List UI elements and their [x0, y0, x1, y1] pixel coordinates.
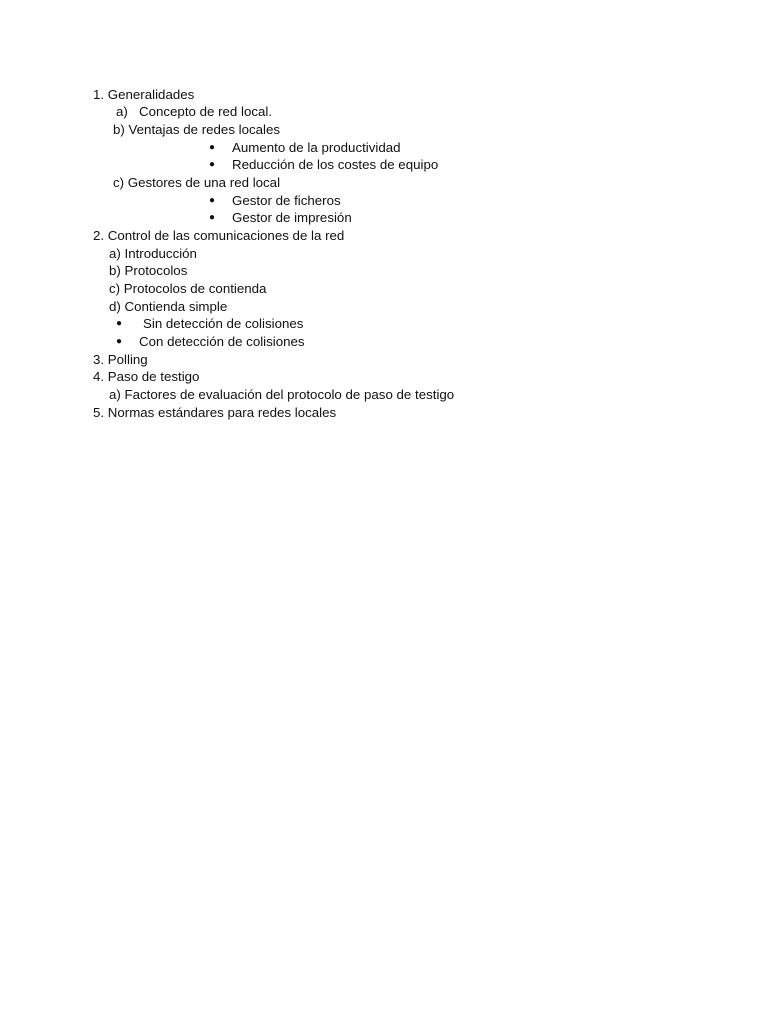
bullet-item-productividad: Aumento de la productividad	[232, 140, 401, 155]
bullet-item-impresion: Gestor de impresión	[232, 210, 352, 225]
bullet-icon: ●	[116, 318, 123, 329]
bullet-item-sin-deteccion: Sin detección de colisiones	[143, 316, 304, 331]
outline-subitem-introduccion: a) Introducción	[109, 246, 197, 261]
outline-item-paso-testigo: 4. Paso de testigo	[93, 369, 200, 384]
bullet-item-costes: Reducción de los costes de equipo	[232, 157, 439, 172]
bullet-icon: ●	[116, 336, 123, 347]
outline-subitem-marker: a)	[116, 104, 128, 119]
bullet-icon: ●	[209, 195, 216, 206]
outline-item-generalidades: 1. Generalidades	[93, 87, 195, 102]
outline-subitem-concepto: Concepto de red local.	[139, 104, 273, 119]
outline-subitem-factores: a) Factores de evaluación del protocolo de paso de testigo	[109, 387, 455, 402]
outline-item-polling: 3. Polling	[93, 352, 148, 367]
outline-subitem-contienda-simple: d) Contienda simple	[109, 299, 228, 314]
outline-item-normas: 5. Normas estándares para redes locales	[93, 405, 337, 420]
bullet-item-ficheros: Gestor de ficheros	[232, 193, 341, 208]
bullet-icon: ●	[209, 212, 216, 223]
bullet-icon: ●	[209, 159, 216, 170]
outline-item-control: 2. Control de las comunicaciones de la red	[93, 228, 345, 243]
outline-subitem-protocolos: b) Protocolos	[109, 263, 188, 278]
bullet-item-con-deteccion: Con detección de colisiones	[139, 334, 305, 349]
outline-subitem-ventajas: b) Ventajas de redes locales	[113, 122, 281, 137]
outline-subitem-gestores: c) Gestores de una red local	[113, 175, 281, 190]
outline-subitem-contienda: c) Protocolos de contienda	[109, 281, 267, 296]
bullet-icon: ●	[209, 142, 216, 153]
